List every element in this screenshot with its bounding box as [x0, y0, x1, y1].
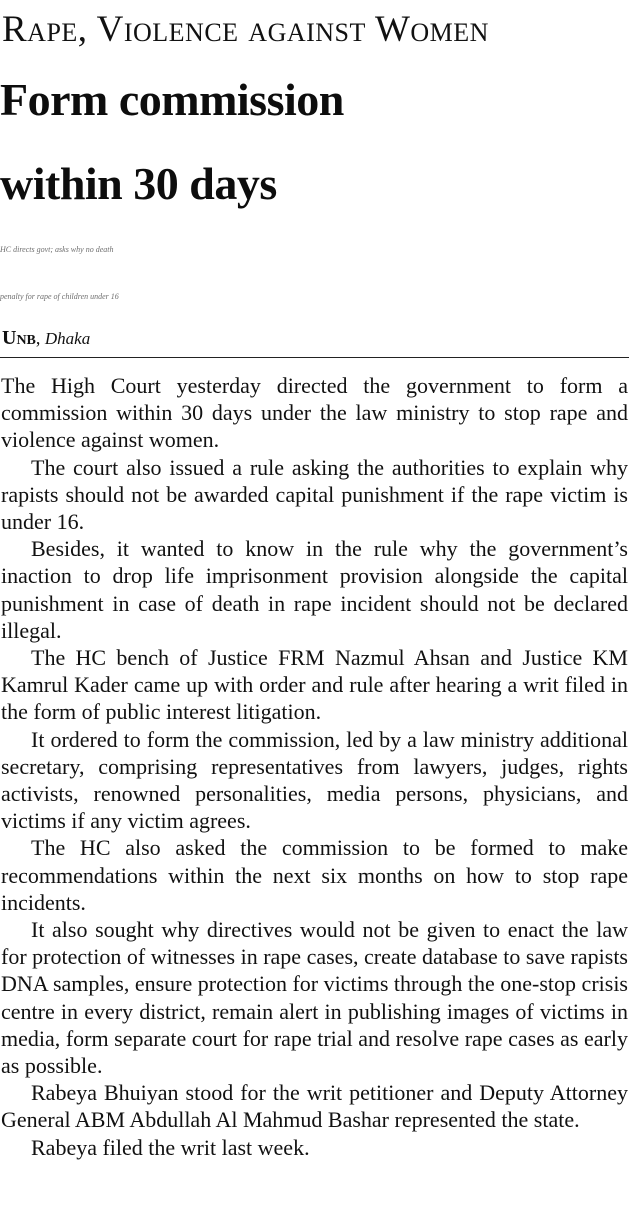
byline-dateline: Dhaka — [44, 329, 91, 348]
body-paragraph: The HC bench of Justice FRM Nazmul Ahsan and Justice KM Kamrul Kader came up with order and rule after hearing a writ filed in the form of public interest litigation. — [1, 645, 628, 725]
body-paragraph: Rabeya Bhuiyan stood for the writ petitioner and Deputy Attorney General ABM Abdullah Al Mahmud Bashar represented the state. — [1, 1080, 628, 1133]
article-body — [1, 372, 628, 1161]
byline-agency: Unb — [2, 327, 36, 349]
subheadline-line: HC directs govt; asks why no death — [0, 245, 114, 254]
body-paragraph: Besides, it wanted to know in the rule why the government’s inaction to drop life imprisonment provision alongside the capital punishment in case of death in rape incident should not be declared illegal. — [1, 536, 628, 643]
article-headline — [0, 58, 629, 226]
article-subheadline — [0, 226, 629, 320]
divider-rule — [0, 357, 629, 358]
body-paragraph: The court also issued a rule asking the authorities to explain why rapists should not be awarded capital punishment if the rape victim is under 16. — [1, 454, 628, 535]
body-paragraph: It ordered to form the commission, led by a law ministry additional secretary, comprising representatives from lawyers, judges, rights activists, renowned personalities, media persons, physicians, and victims if any victim agrees. — [1, 726, 628, 834]
body-paragraph: The HC also asked the commission to be formed to make recommendations within the next six months on how to stop rape incidents. — [1, 835, 628, 915]
byline-separator: , — [35, 328, 45, 348]
headline-line: within 30 days — [0, 158, 277, 209]
body-paragraph: It also sought why directives would not be given to enact the law for protection of witnesses in rape cases, create database to save rapists DNA samples, ensure protection for victims through the one-stop crisis centre in every district, remain alert in publishing images of victims in media, form separate court for rape trial and resolve rape cases as early as possible. — [1, 917, 628, 1079]
article-kicker: Rape, Violence against Women — [2, 9, 489, 50]
body-paragraph: The High Court yesterday directed the government to form a commission within 30 days under the law ministry to stop rape and violence against women. — [1, 373, 628, 453]
headline-line: Form commission — [0, 74, 344, 125]
byline — [2, 326, 90, 351]
body-paragraph: Rabeya filed the writ last week. — [31, 1134, 310, 1160]
subheadline-line: penalty for rape of children under 16 — [0, 292, 119, 301]
